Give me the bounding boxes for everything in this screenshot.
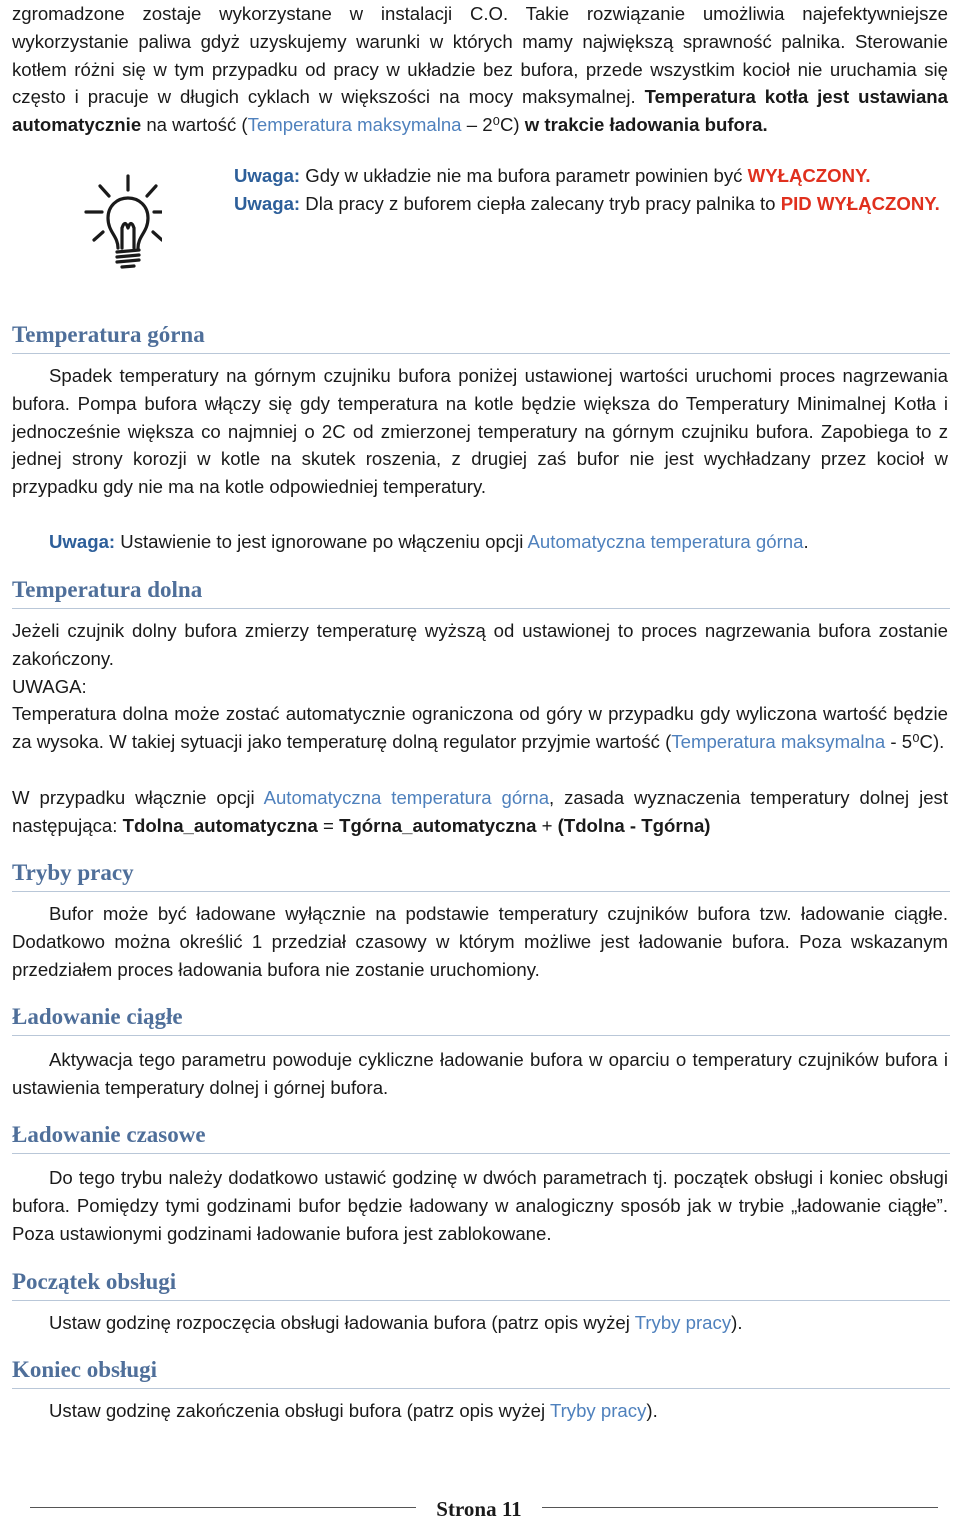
poczatek-paragraph [49, 1309, 949, 1337]
dolna-uwaga: UWAGA: [12, 676, 87, 697]
note-1-text: Gdy w układzie nie ma bufora parametr powinien być [300, 165, 748, 186]
dolna-p2-text: Temperatura dolna może zostać automatycznie ograniczona od góry w przypadku gdy wyliczona wartość będzie za wysoka. W takiej sytuacji jako temperaturę dolną regulator przyjmie wartość ( [12, 703, 948, 752]
dolna-paragraph-1: Jeżeli czujnik dolny bufora zmierzy temperaturę wyższą od ustawionej to proces nagrzewania bufora zostanie zakończony. [12, 620, 948, 669]
dolna-p3-text: W przypadku włącznie opcji [12, 787, 264, 808]
lightbulb-icon [72, 170, 162, 270]
formula-plus: + [536, 814, 558, 836]
koniec-text: Ustaw godzinę zakończenia obsługi bufora (patrz opis wyżej [49, 1400, 550, 1421]
dolna-p3-text-2: , zasada wyznaczenia temperatury dolnej jest następująca: [12, 787, 949, 836]
footer-rule-right [542, 1507, 938, 1508]
koniec-paragraph [49, 1397, 949, 1425]
note-2-label: Uwaga: [234, 193, 301, 214]
footer-rule-left [30, 1507, 416, 1508]
gorna-note-text: Ustawienie to jest ignorowane po włączeniu opcji [115, 531, 528, 552]
formula-eq: = [317, 814, 340, 836]
link-temperatura-maksymalna-2[interactable]: Temperatura maksymalna [671, 730, 886, 752]
formula-tgorna-auto: Tgórna_automatyczna [339, 814, 537, 836]
link-tryby-pracy[interactable]: Tryby pracy [634, 1312, 732, 1333]
link-tryby-pracy-2[interactable]: Tryby pracy [549, 1400, 647, 1421]
intro-text-2: na wartość ( [141, 114, 248, 136]
intro-bold-2: w trakcie ładowania bufora [524, 114, 763, 136]
page-number: Strona 11 [436, 1497, 522, 1521]
tryby-paragraph: Bufor może być ładowane wyłącznie na podstawie temperatury czujników bufora tzw. ładowanie ciągłe. Dodatkowo można określić 1 przedział czasowy w którym możliwe jest ładowanie bufora. Poza wskazanym przedziałem proces ładowania bufora nie zostanie uruchomiony. [12, 903, 948, 980]
note-1-warning: WYŁĄCZONY. [747, 165, 871, 186]
gorna-paragraph: Spadek temperatury na górnym czujniku bufora poniżej ustawionej wartości uruchomi proces nagrzewania bufora. Pompa bufora włączy się gdy temperatura na kotle będzie większa do Temperatury Minimalnej Kotła i jednocześnie większa co najmniej o 2C od zmierzonej temperatury na górnym czujniku bufora. Zapobiega to z jednej strony korozji w kotle na skutek roszenia, z drugiej zaś bufor nie jest wychładzany przez kocioł w przypadku gdy nie ma na kotle odpowiedniej temperatury. [12, 365, 948, 498]
heading-temperatura-dolna: Temperatura dolna [12, 575, 950, 609]
note-2-text: Dla pracy z buforem ciepła zalecany tryb pracy palnika to [300, 193, 781, 214]
note-1-label: Uwaga: [234, 165, 301, 186]
note-2-warning: PID WYŁĄCZONY. [780, 193, 940, 214]
heading-poczatek-obslugi: Początek obsługi [12, 1267, 950, 1301]
link-automatyczna-temperatura-gorna-2[interactable]: Automatyczna temperatura górna [263, 787, 550, 808]
heading-temperatura-gorna: Temperatura górna [12, 320, 950, 354]
intro-text-3: – 2⁰C) [461, 114, 525, 136]
gorna-note-end: . [803, 531, 809, 552]
poczatek-text: Ustaw godzinę rozpoczęcia obsługi ładowania bufora (patrz opis wyżej [49, 1312, 635, 1333]
gorna-note [49, 528, 949, 556]
czasowe-paragraph: Do tego trybu należy dodatkowo ustawić godzinę w dwóch parametrach tj. początek obsługi i koniec obsługi bufora. Pomiędzy tymi godzinami bufor będzie ładowany w analogiczny sposób jak w trybie „ładowanie ciągłe”. Poza ustawionymi godzinami ładowanie bufora jest zablokowane. [12, 1167, 948, 1244]
intro-end: . [762, 114, 768, 136]
heading-ladowanie-ciagle: Ładowanie ciągłe [12, 1002, 950, 1036]
formula-diff: (Tdolna - Tgórna) [557, 814, 711, 836]
poczatek-end: ). [731, 1312, 743, 1333]
link-automatyczna-temperatura-gorna[interactable]: Automatyczna temperatura górna [527, 531, 804, 552]
dolna-paragraph-3 [12, 784, 948, 840]
koniec-end: ). [646, 1400, 658, 1421]
formula-tdolna-auto: Tdolna_automatyczna [122, 814, 318, 836]
intro-paragraph [12, 0, 948, 139]
ciagle-paragraph: Aktywacja tego parametru powoduje cykliczne ładowanie bufora w oparciu o temperatury czujników bufora i ustawienia temperatury dolnej i górnej bufora. [12, 1049, 948, 1098]
dolna-p2-end: - 5⁰C). [885, 730, 945, 752]
dolna-paragraph-2 [12, 700, 948, 756]
heading-koniec-obslugi: Koniec obsługi [12, 1355, 950, 1389]
note-1 [234, 162, 948, 190]
intro-text: zgromadzone zostaje wykorzystane w instalacji C.O. Takie rozwiązanie umożliwia najefektywniejsze wykorzystanie paliwa gdyż uzyskujemy warunki w których mamy największą sprawność palnika. Sterowanie kotłem różni się w tym przypadku od pracy w układzie bez bufora, przede wszystkim kocioł nie uruchamia się często i pracuje w długich cyklach w większości na mocy maksymalnej. [12, 3, 948, 108]
intro-bold-1: Temperatura kotła jest ustawiana automatycznie [12, 86, 948, 136]
note-2 [198, 190, 948, 218]
heading-ladowanie-czasowe: Ładowanie czasowe [12, 1120, 950, 1154]
link-temperatura-maksymalna[interactable]: Temperatura maksymalna [247, 114, 462, 136]
heading-tryby-pracy: Tryby pracy [12, 858, 950, 892]
gorna-note-label: Uwaga: [49, 531, 116, 552]
page-footer [0, 1497, 960, 1525]
